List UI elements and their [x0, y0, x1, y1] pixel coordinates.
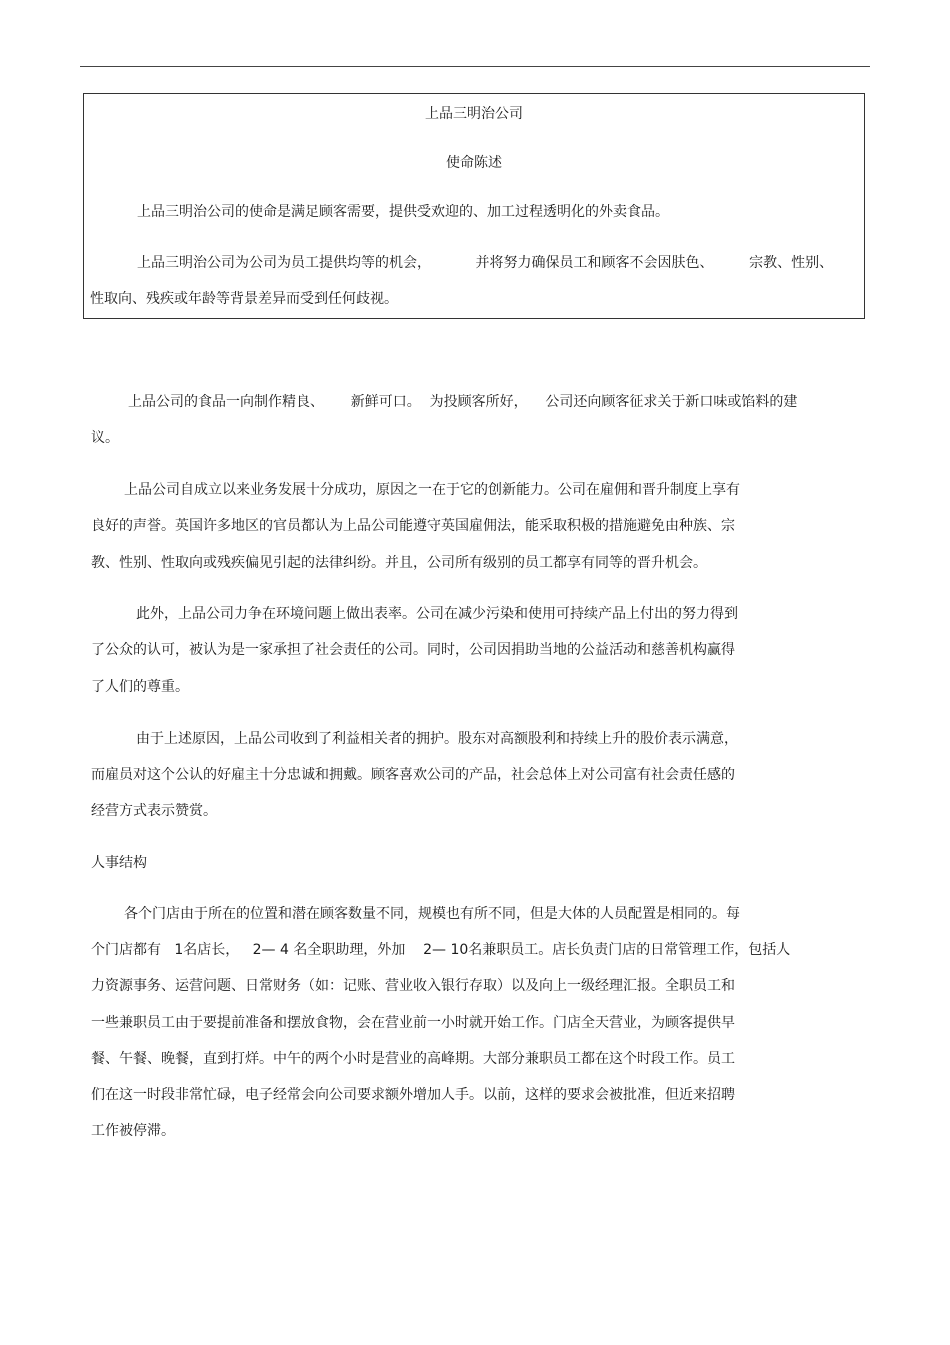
paragraph-line: 个门店都有 1名店长， 2— 4 名全职助理，外加 2— 10名兼职员工。店长负责门店的日常管理工作，包括人: [91, 942, 791, 958]
paragraph-line: 了公众的认可，被认为是一家承担了社会责任的公司。同时，公司因捐助当地的公益活动和慈善机构赢得: [91, 642, 735, 658]
header-rule: [80, 66, 870, 67]
paragraph-line: 此外，上品公司力争在环境问题上做出表率。公司在减少污染和使用可持续产品上付出的努力得到: [136, 606, 738, 622]
paragraph-line: 工作被停滞。: [91, 1123, 175, 1139]
paragraph-line: 由于上述原因，上品公司收到了利益相关者的拥护。股东对高额股利和持续上升的股价表示满意，: [136, 731, 738, 747]
paragraph-line: 们在这一时段非常忙碌，电子经常会向公司要求额外增加人手。以前，这样的要求会被批准，但近来招聘: [91, 1087, 735, 1103]
mission-statement-box: [83, 93, 865, 319]
paragraph-line: 上品公司自成立以来业务发展十分成功，原因之一在于它的创新能力。公司在雇佣和晋升制度上享有: [124, 482, 740, 498]
mission-line: 性取向、残疾或年龄等背景差异而受到任何歧视。: [90, 291, 398, 307]
paragraph-line: 而雇员对这个公认的好雇主十分忠诚和拥戴。顾客喜欢公司的产品，社会总体上对公司富有社会责任感的: [91, 767, 735, 783]
paragraph-line: 各个门店由于所在的位置和潜在顾客数量不同，规模也有所不同，但是大体的人员配置是相同的。每: [124, 906, 740, 922]
company-title: 上品三明治公司: [425, 106, 523, 122]
paragraph-line: 上品公司的食品一向制作精良、 新鲜可口。 为投顾客所好， 公司还向顾客征求关于新口味或馅料的建: [128, 394, 798, 410]
paragraph-line: 了人们的尊重。: [91, 679, 189, 695]
section-heading: 人事结构: [91, 855, 147, 871]
paragraph-line: 议。: [91, 430, 119, 446]
paragraph-line: 经营方式表示赞赏。: [91, 803, 217, 819]
mission-line: 上品三明治公司为公司为员工提供均等的机会， 并将努力确保员工和顾客不会因肤色、 宗教、性别、: [137, 255, 834, 271]
paragraph-line: 教、性别、性取向或残疾偏见引起的法律纠纷。并且，公司所有级别的员工都享有同等的晋升机会。: [91, 555, 707, 571]
paragraph-line: 餐、午餐、晚餐，直到打烊。中午的两个小时是营业的高峰期。大部分兼职员工都在这个时段工作。员工: [91, 1051, 735, 1067]
mission-line: 上品三明治公司的使命是满足顾客需要，提供受欢迎的、加工过程透明化的外卖食品。: [137, 204, 669, 220]
mission-subtitle: 使命陈述: [446, 155, 502, 171]
paragraph-line: 良好的声誉。英国许多地区的官员都认为上品公司能遵守英国雇佣法，能采取积极的措施避免由种族、宗: [91, 518, 735, 534]
paragraph-line: 力资源事务、运营问题、日常财务（如：记账、营业收入银行存取）以及向上一级经理汇报。全职员工和: [91, 978, 735, 994]
paragraph-line: 一些兼职员工由于要提前准备和摆放食物，会在营业前一小时就开始工作。门店全天营业，为顾客提供早: [91, 1015, 735, 1031]
